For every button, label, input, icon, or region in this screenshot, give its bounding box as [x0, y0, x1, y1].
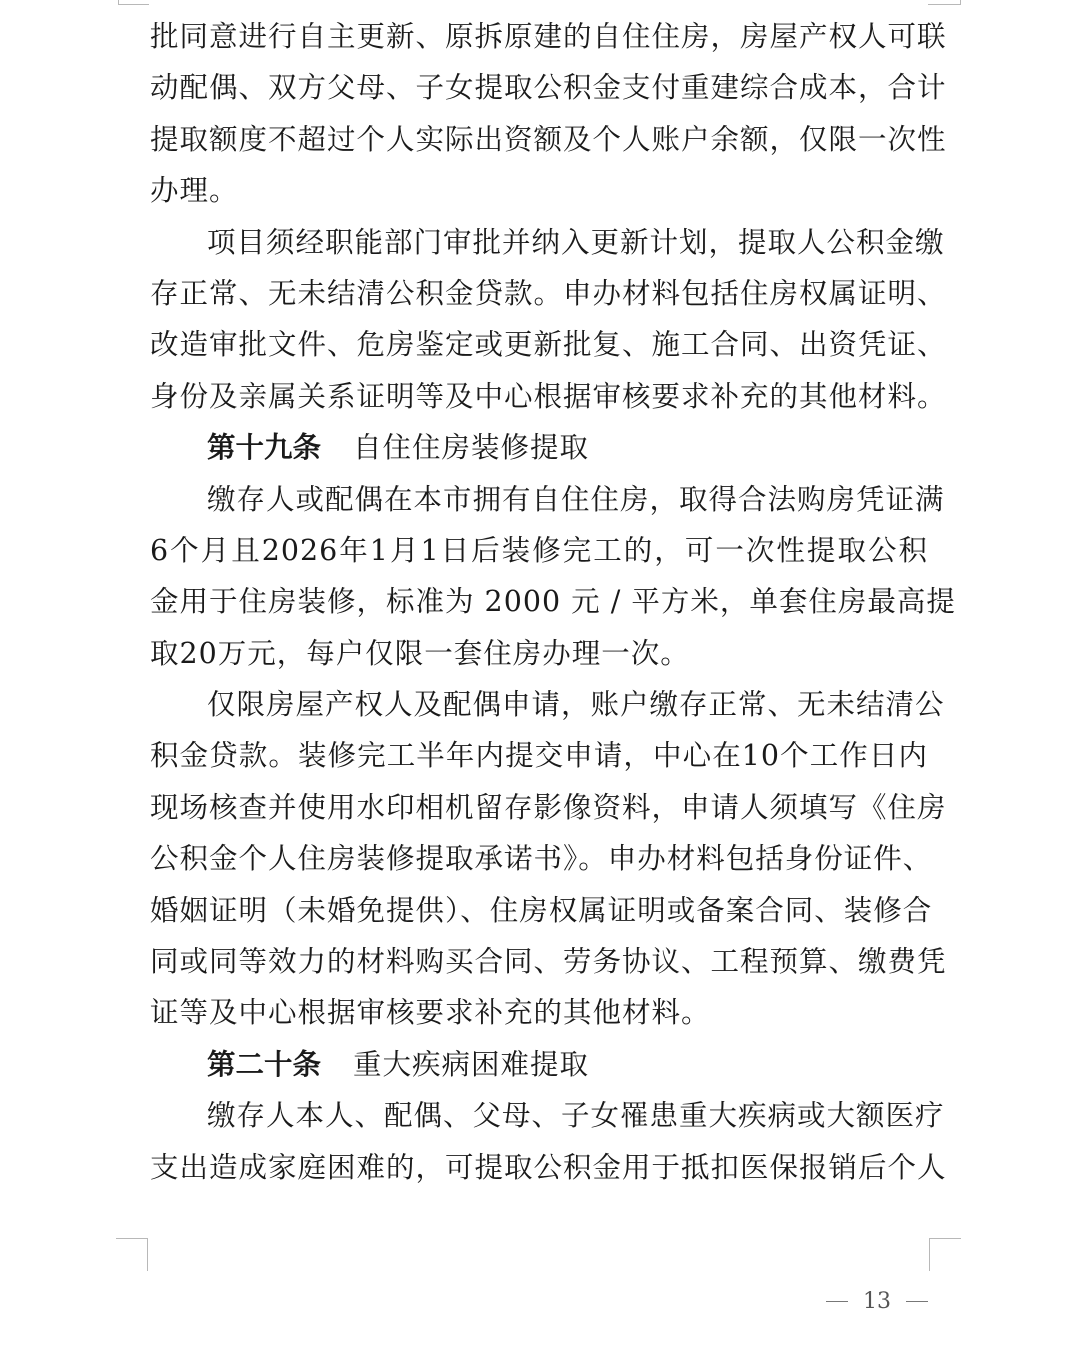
article-20-title: 重大疾病困难提取 — [353, 1047, 590, 1081]
document-body — [150, 11, 956, 1193]
text-line: 6个月且2026年1月1日后装修完工的，可一次性提取公积 — [150, 533, 928, 567]
text-line: 提取额度不超过个人实际出资额及个人账户余额，仅限一次性 — [150, 122, 947, 156]
text-line: 支出造成家庭困难的，可提取公积金用于抵扣医保报销后个人 — [150, 1150, 947, 1184]
article-20-number: 第二十条 — [207, 1047, 322, 1081]
crop-mark-top-right — [928, 0, 961, 5]
text-line: 存正常、无未结清公积金贷款。申办材料包括住房权属证明、 — [150, 276, 947, 310]
article-19-title: 自住住房装修提取 — [353, 431, 590, 465]
text-line: 仅限房屋产权人及配偶申请，账户缴存正常、无未结清公 — [207, 688, 945, 722]
page-number-dash-left — [826, 1301, 848, 1302]
text-line: 现场核查并使用水印相机留存影像资料，申请人须填写《住房 — [150, 790, 947, 824]
article-20-heading — [150, 1039, 928, 1090]
text-line: 改造审批文件、危房鉴定或更新批复、施工合同、出资凭证、 — [150, 328, 947, 362]
text-line: 取20万元，每户仅限一套住房办理一次。 — [150, 636, 690, 670]
text-line: 金用于住房装修，标准为 2000 元 / 平方米，单套住房最高提 — [150, 585, 956, 619]
text-line: 项目须经职能部门审批并纳入更新计划，提取人公积金缴 — [207, 225, 945, 259]
text-line: 缴存人本人、配偶、父母、子女罹患重大疾病或大额医疗 — [207, 1099, 945, 1133]
text-line: 缴存人或配偶在本市拥有自住住房，取得合法购房凭证满 — [207, 482, 945, 516]
text-line: 办理。 — [150, 174, 239, 208]
text-line: 积金贷款。装修完工半年内提交申请，中心在10个工作日内 — [150, 739, 928, 773]
text-line: 身份及亲属关系证明等及中心根据审核要求补充的其他材料。 — [150, 379, 947, 413]
page-number-value: 13 — [863, 1288, 891, 1314]
text-line: 动配偶、双方父母、子女提取公积金支付重建综合成本，合计 — [150, 71, 947, 105]
crop-mark-top-left — [118, 0, 149, 5]
article-19-number: 第十九条 — [207, 431, 322, 465]
text-line: 证等及中心根据审核要求补充的其他材料。 — [150, 996, 711, 1030]
article-19-heading — [150, 422, 928, 473]
page-number-dash-right — [906, 1301, 928, 1302]
text-line: 公积金个人住房装修提取承诺书》。申办材料包括身份证件、 — [150, 842, 933, 876]
crop-mark-bottom-left — [116, 1238, 148, 1271]
text-line: 批同意进行自主更新、原拆原建的自住住房，房屋产权人可联 — [150, 20, 947, 53]
crop-mark-bottom-right — [929, 1238, 961, 1271]
text-line: 婚姻证明（未婚免提供）、住房权属证明或备案合同、装修合 — [150, 893, 933, 927]
page-number — [826, 1285, 928, 1317]
text-line: 同或同等效力的材料购买合同、劳务协议、工程预算、缴费凭 — [150, 945, 947, 979]
